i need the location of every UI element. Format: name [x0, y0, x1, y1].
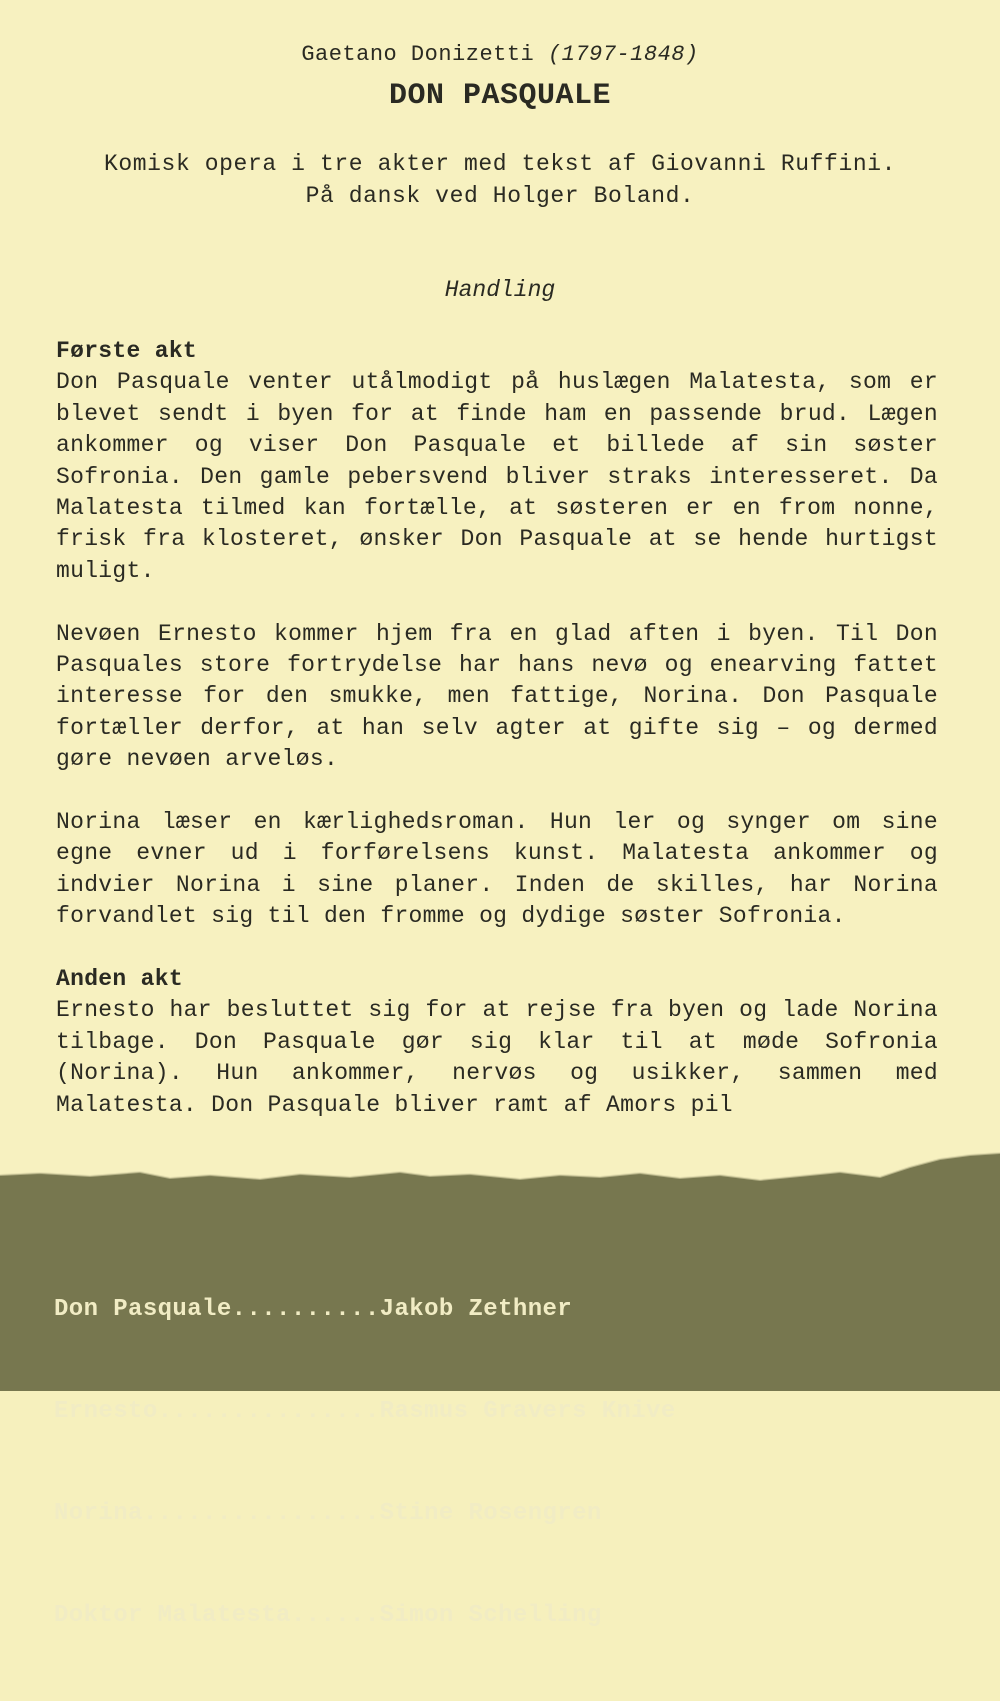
cast-role: Ernesto	[54, 1398, 158, 1425]
cast-row	[54, 1293, 676, 1327]
cast-singer: Rasmus Gravers Knive	[379, 1398, 676, 1425]
synopsis-label: Handling	[444, 277, 556, 303]
subtitle-line-2: På dansk ved Holger Boland.	[305, 183, 695, 209]
paragraph: Nevøen Ernesto kommer hjem fra en glad aften i byen. Til Don Pasquales store fortrydelse har hans nevø og enearving fattet interesse for den smukke, men fattige, Norina. Don Pasquale fortæller derfor, at han selv agter at gifte sig – og dermed gøre nevøen arveløs.	[56, 620, 938, 773]
cast-role: Doktor Malatesta	[54, 1602, 291, 1629]
cast-role: Norina	[54, 1500, 143, 1527]
cast-leader-dots: ..........	[231, 1296, 380, 1323]
section-heading-second-act: Anden akt	[56, 966, 183, 993]
synopsis-body	[56, 336, 938, 1121]
paragraph: Ernesto har besluttet sig for at rejse fra byen og lade Norina tilbage. Don Pasquale gør sig klar til at møde Sofronia (Norina). Hun ankommer, nervøs og usikker, sammen med Malatesta. Don Pasquale bliver ramt af Amors pil	[56, 997, 938, 1118]
paragraph-spacer	[56, 933, 938, 964]
composer-years: (1797-1848)	[547, 42, 699, 67]
cast-row	[54, 1395, 676, 1429]
composer-name: Gaetano Donizetti	[301, 42, 535, 67]
section-heading-first-act: Første akt	[56, 338, 198, 364]
subtitle-line-1: Komisk opera i tre akter med tekst af Giovanni Ruffini.	[103, 151, 897, 177]
subtitle	[0, 148, 1000, 212]
paragraph: Norina læser en kærlighedsroman. Hun ler og synger om sine egne evner ud i forførelsens kunst. Malatesta ankommer og indvier Norina i sine planer. Inden de skilles, har Norina forvandlet sig til den fromme og dydige søster Sofronia.	[56, 809, 938, 930]
cast-role: Don Pasquale	[54, 1296, 232, 1323]
opera-title: DON PASQUALE	[388, 79, 612, 113]
cast-row	[54, 1599, 676, 1633]
paragraph-spacer	[56, 776, 938, 807]
cast-singer: Simon Schelling	[379, 1602, 602, 1629]
cast-row	[54, 1497, 676, 1531]
composer-line	[0, 40, 1000, 70]
paragraph: Don Pasquale venter utålmodigt på huslægen Malatesta, som er blevet sendt i byen for at finde ham en passende brud. Lægen ankommer og viser Don Pasquale et billede af sin søster Sofronia. Den gamle pebersvend bliver straks interesseret. Da Malatesta tilmed kan fortælle, at søsteren er en from nonne, frisk fra klosteret, ønsker Don Pasquale at se hende hurtigst muligt.	[56, 369, 938, 584]
cast-leader-dots: ......	[290, 1602, 380, 1629]
header	[0, 40, 1000, 116]
cast-leader-dots: ................	[142, 1500, 380, 1527]
cast-singer: Stine Rosengren	[379, 1500, 602, 1527]
paragraph-spacer	[56, 587, 938, 618]
cast-list	[54, 1225, 676, 1701]
cast-leader-dots: ...............	[157, 1398, 380, 1425]
cast-singer: Jakob Zethner	[379, 1296, 573, 1323]
